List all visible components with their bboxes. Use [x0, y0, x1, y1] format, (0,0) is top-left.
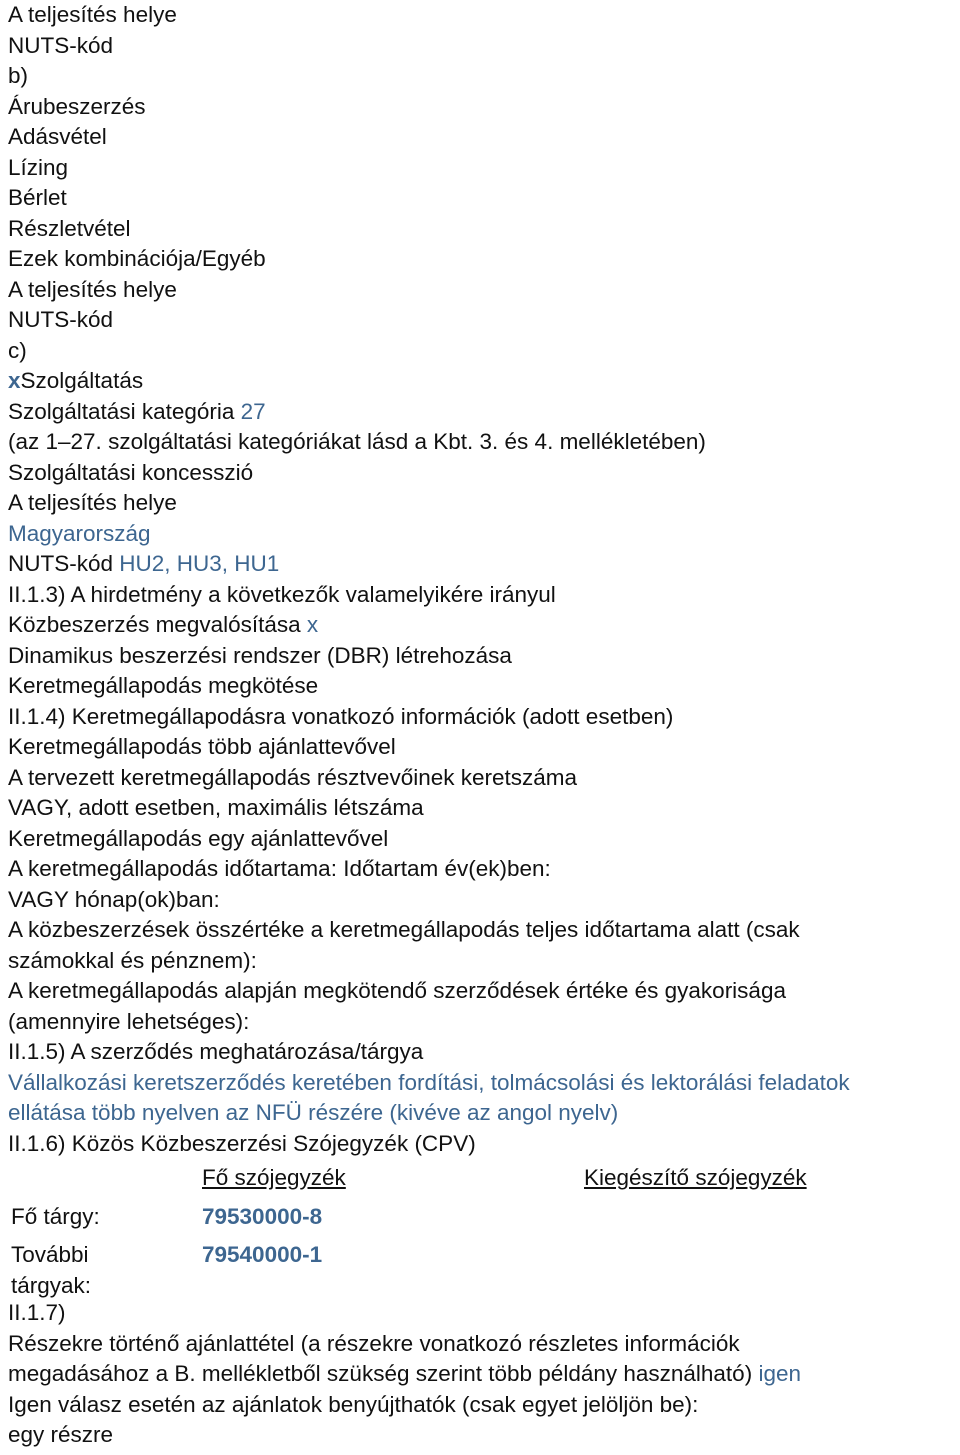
- text-line: (amennyire lehetséges):: [8, 1008, 250, 1034]
- subject-line: Vállalkozási keretszerződés keretében fordítási, tolmácsolási és lektorálási feladatok: [8, 1069, 850, 1095]
- text-line: A közbeszerzések összértéke a keretmegállapodás teljes időtartama alatt (csak: [8, 917, 800, 942]
- text-line: Bérlet: [8, 185, 67, 210]
- service-mark: x: [8, 368, 21, 393]
- text-line: c): [8, 337, 27, 363]
- parts-value: igen: [758, 1361, 801, 1386]
- text-line: VAGY hónap(ok)ban:: [8, 886, 220, 912]
- text-line: egy részre: [8, 1422, 114, 1447]
- nuts-label: NUTS-kód: [8, 551, 120, 576]
- text-line: Árubeszerzés: [8, 93, 146, 119]
- text-line: A teljesítés helye: [8, 276, 177, 302]
- text-line: A tervezett keretmegállapodás résztvevőinek keretszáma: [8, 764, 578, 790]
- cpv-main-label: Fő tárgy:: [11, 1204, 100, 1229]
- text-line: Keretmegállapodás egy ajánlattevővel: [8, 825, 389, 851]
- cpv-col-extra: Kiegészítő szójegyzék: [584, 1165, 807, 1190]
- cpv-other-label: [11, 1240, 91, 1301]
- cpv-other-label-2: tárgyak:: [11, 1272, 92, 1298]
- cpv-other-code: 79540000-1: [202, 1242, 323, 1267]
- text-line: számokkal és pénznem):: [8, 947, 257, 973]
- text-line: Keretmegállapodás megkötése: [8, 673, 319, 698]
- section-heading-115: II.1.5) A szerződés meghatározása/tárgya: [8, 1039, 424, 1064]
- section-heading-117: II.1.7): [8, 1300, 66, 1325]
- text-line: Dinamikus beszerzési rendszer (DBR) létrehozása: [8, 642, 512, 668]
- cpv-col-main: Fő szójegyzék: [202, 1165, 346, 1190]
- place-value: Magyarország: [8, 520, 151, 546]
- service-label: Szolgáltatás: [20, 368, 144, 393]
- cpv-other-row: [8, 1236, 960, 1296]
- category-value: 27: [240, 398, 266, 424]
- text-line: A teljesítés helye: [8, 2, 177, 27]
- text-line: Keretmegállapodás több ajánlattevővel: [8, 734, 396, 759]
- lines-group-c: [8, 641, 960, 1068]
- text-line: b): [8, 63, 29, 88]
- cpv-main-row: [8, 1198, 960, 1236]
- text-line: Lízing: [8, 154, 69, 180]
- subject-line: ellátása több nyelven az NFÜ részére (kivéve az angol nyelv): [8, 1100, 619, 1125]
- section-heading-114: II.1.4) Keretmegállapodásra vonatkozó információk (adott esetben): [8, 703, 674, 729]
- text-line: Ezek kombinációja/Egyéb: [8, 246, 266, 271]
- text-line: A keretmegállapodás időtartama: Időtartam év(ek)ben:: [8, 856, 551, 881]
- text-line: Igen válasz esetén az ajánlatok benyújthatók (csak egyet jelöljön be):: [8, 1391, 699, 1417]
- text-line: NUTS-kód: [8, 32, 114, 58]
- section-heading-113: II.1.3) A hirdetmény a következők valamelyikére irányul: [8, 581, 556, 607]
- lines-group-a: [8, 0, 960, 366]
- parts-text: megadásához a B. mellékletből szükség szerint több példány használható): [8, 1361, 759, 1386]
- cpv-header-row: [8, 1159, 960, 1198]
- section-heading-116: II.1.6) Közös Közbeszerzési Szójegyzék (CPV): [8, 1130, 476, 1156]
- text-line: A teljesítés helye: [8, 490, 177, 515]
- nuts-value: HU2, HU3, HU1: [119, 551, 280, 576]
- procurement-label: Közbeszerzés megvalósítása: [8, 612, 307, 637]
- category-line: [8, 397, 960, 428]
- lines-group-b: [8, 427, 960, 519]
- nuts-line: [8, 549, 960, 580]
- text-line: NUTS-kód: [8, 307, 114, 332]
- text-line: Részletvétel: [8, 215, 131, 241]
- parts-line: [8, 1359, 960, 1390]
- cpv-main-code: 79530000-8: [202, 1204, 323, 1229]
- text-line: Részekre történő ajánlattétel (a részekre vonatkozó részletes információk: [8, 1330, 740, 1356]
- text-line: A keretmegállapodás alapján megkötendő szerződések értéke és gyakorisága: [8, 978, 786, 1003]
- text-line: Adásvétel: [8, 124, 107, 149]
- procurement-line: [8, 610, 960, 641]
- service-line: [8, 366, 960, 397]
- cpv-other-label-1: További: [11, 1242, 89, 1267]
- category-label: Szolgáltatási kategória: [8, 398, 241, 424]
- text-line: VAGY, adott esetben, maximális létszáma: [8, 795, 424, 820]
- text-line: Szolgáltatási koncesszió: [8, 459, 254, 485]
- text-line: (az 1–27. szolgáltatási kategóriákat lásd a Kbt. 3. és 4. mellékletében): [8, 429, 706, 454]
- procurement-mark: x: [306, 612, 319, 637]
